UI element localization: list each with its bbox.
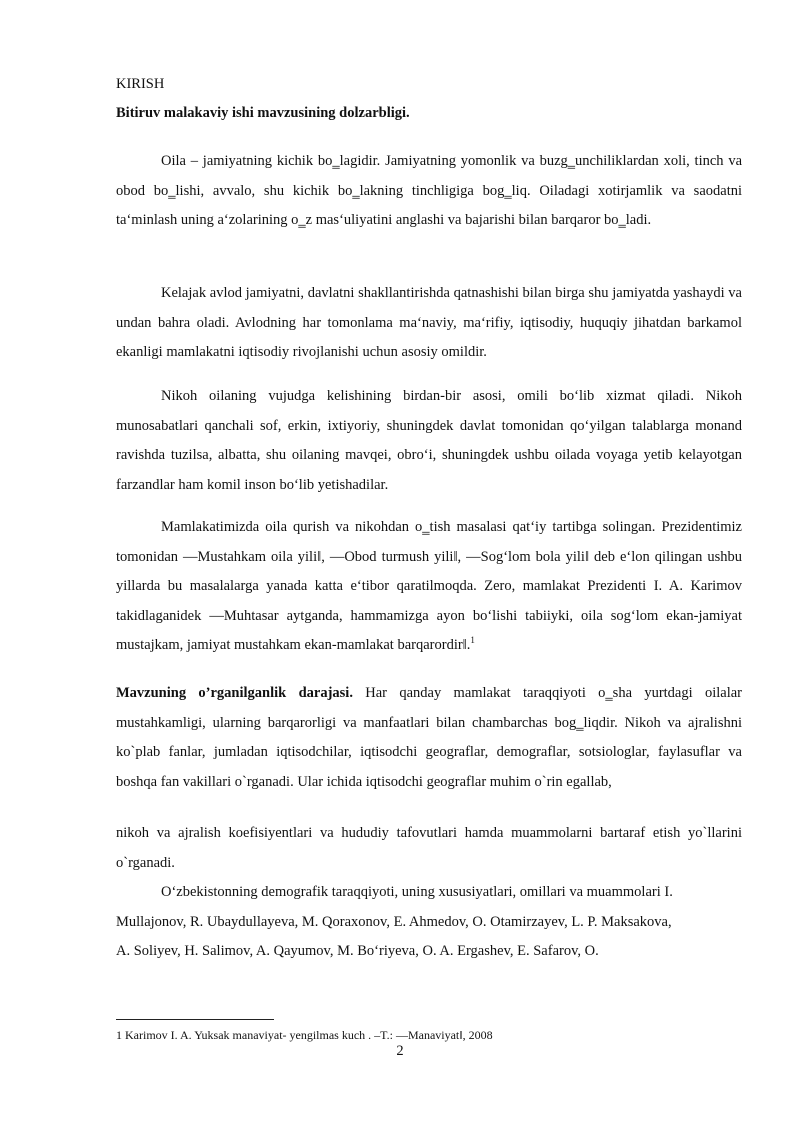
paragraph-3: Nikoh oilaning vujudga kelishining birdan-bir asosi, omili bo‘lib xizmat qiladi. Nikoh munosabatlari qanchali sof, erkin, ixtiyoriy, shuningdek davlat tomonidan qo‘yilgan talablarga monand ravishda tuzilsa, albatta, shu oilaning mavqei, obro‘i, shuningdek ushbu oilada voyaga yetib kelayotgan farzandlar ham komil inson bo‘lib yetishadilar. (116, 388, 742, 493)
paragraph-5-text: Har qanday mamlakat taraqqiyoti o‗sha yurtdagi oilalar mustahkamligi, ularning barqarorligi va manfaatlari bilan chambarchas bog‗liqdir. Nikoh va ajralishni ko`plab fanlar, jumladan iqtisodchilar, iqtisodchi geograflar, demograflar, sotsiologlar, faylasuflar va boshqa fan vakillari o`rganadi. Ular ichida iqtisodchi geograflar muhim o`rin egallab, (116, 685, 743, 790)
paragraph-5-lead: Mavzuning o’rganilganlik darajasi. (116, 685, 353, 701)
paragraph-4 (116, 513, 742, 661)
footnote: 1 Karimov I. A. Yuksak manaviyat- yengilmas kuch . –T.: ―Manaviyat‖, 2008 (116, 1028, 493, 1042)
paragraph-2: Kelajak avlod jamiyatni, davlatni shakllantirishda qatnashishi bilan birga shu jamiyatda yashaydi va undan bahra oladi. Avlodning har tomonlama ma‘naviy, ma‘rifiy, iqtisodiy, huquqiy jihatdan barkamol ekanligi mamlakatni iqtisodiy rivojlanishi uchun asosiy omildir. (116, 285, 742, 360)
paragraph-7-line-3: A. Soliyev, H. Salimov, A. Qayumov, M. Bo‘riyeva, O. A. Ergashev, E. Safarov, O. (116, 943, 599, 959)
footnote-ref: 1 (470, 635, 475, 646)
paragraph-4-text: Mamlakatimizda oila qurish va nikohdan o‗tish masalasi qat‘iy tartibga solingan. Prezidentimiz tomonidan ―Mustahkam oila yili‖, ―Obod turmush yili‖, ―Sog‘lom bola yili‖ deb e‘lon qilingan ushbu yillarda bu masalalarga yanada katta e‘tibor qaratilmoqda. Zero, mamlakat Prezidenti I. A. Karimov takidlaganidek ―Muhtasar aytganda, hammamizga ayon bo‘lishi tabiiyki, oila sog‘lom ekan-jamiyat mustajkam, jamiyat mustahkam ekan-mamlakat barqarordir‖. (116, 519, 742, 653)
paragraph-7 (116, 878, 742, 967)
page-number: 2 (396, 1043, 404, 1059)
section-subheading: Bitiruv malakaviy ishi mavzusining dolzarbligi. (116, 105, 410, 121)
paragraph-7-line-2: Mullajonov, R. Ubaydullayeva, M. Qoraxonov, E. Ahmedov, O. Otamirzayev, L. P. Maksakova, (116, 913, 672, 930)
paragraph-5 (116, 679, 742, 797)
footnote-separator (116, 1019, 274, 1020)
paragraph-1: Oila – jamiyatning kichik bo‗lagidir. Jamiyatning yomonlik va buzg‗unchiliklardan xoli, tinch va obod bo‗lishi, avvalo, shu kichik bo‗lakning tinchligiga bog‗liq. Oiladagi xotirjamlik va saodatni ta‘minlash uning a‘zolarining o‗z mas‘uliyatini anglashi va bajarishi bilan barqaror bo‗ladi. (116, 153, 742, 228)
section-heading: KIRISH (116, 76, 165, 92)
paragraph-7-line-1: O‘zbekistonning demografik taraqqiyoti, uning xususiyatlari, omillari va muammolari I. (161, 884, 673, 900)
paragraph-6: nikoh va ajralish koefisiyentlari va hududiy tafovutlari hamda muammolarni bartaraf etish yo`llarini o`rganadi. (116, 825, 742, 871)
